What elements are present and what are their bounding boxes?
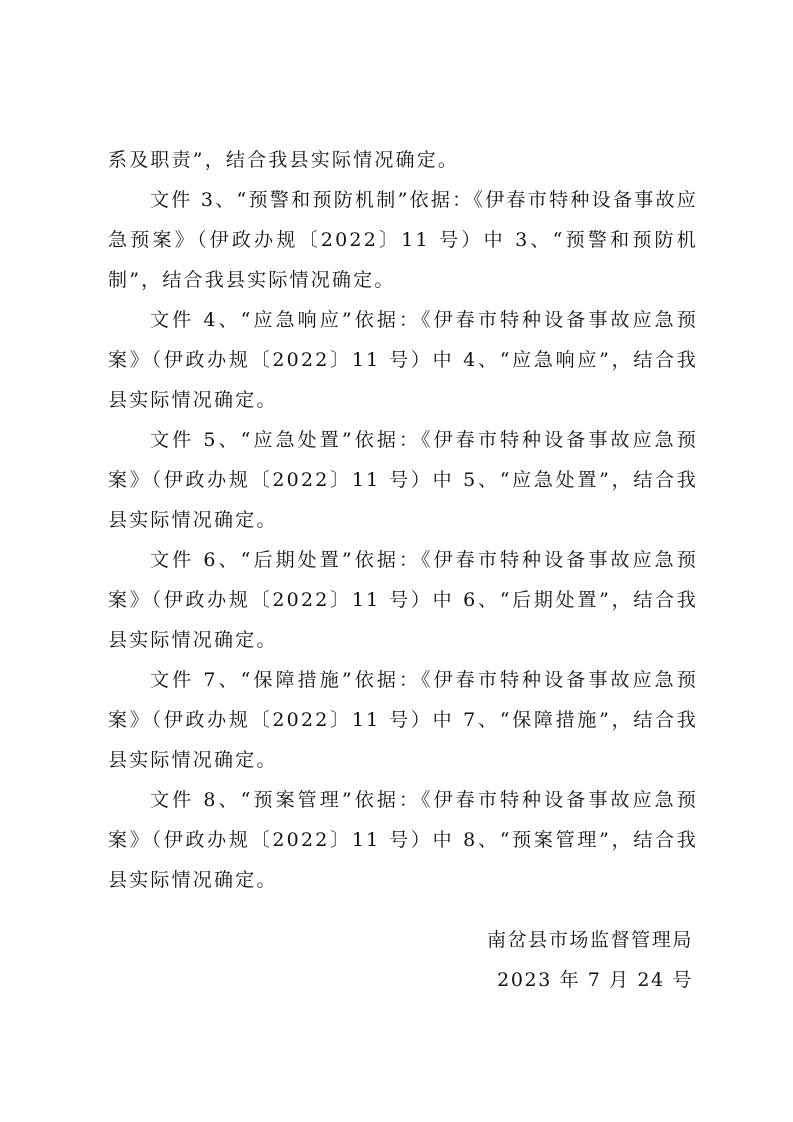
paragraph-file-5: 文件 5、“应急处置”依据：《伊春市特种设备事故应急预案》（伊政办规〔2022〕11 号）中 5、“应急处置”，结合我县实际情况确定。 bbox=[108, 429, 698, 531]
document-body bbox=[108, 140, 698, 900]
paragraph-continuation: 系及职责”，结合我县实际情况确定。 bbox=[108, 149, 460, 171]
paragraph-file-6: 文件 6、“后期处置”依据：《伊春市特种设备事故应急预案》（伊政办规〔2022〕11 号）中 6、“后期处置”，结合我县实际情况确定。 bbox=[108, 549, 698, 651]
paragraph-file-7: 文件 7、“保障措施”依据：《伊春市特种设备事故应急预案》（伊政办规〔2022〕11 号）中 7、“保障措施”，结合我县实际情况确定。 bbox=[108, 669, 698, 771]
paragraph-file-3: 文件 3、“预警和预防机制”依据：《伊春市特种设备事故应急预案》（伊政办规〔2022〕11 号）中 3、“预警和预防机制”，结合我县实际情况确定。 bbox=[108, 189, 698, 291]
issuing-organization: 南岔县市场监督管理局 bbox=[486, 929, 693, 951]
issue-date: 2023 年 7 月 24 号 bbox=[497, 969, 693, 991]
paragraph-file-8: 文件 8、“预案管理”依据：《伊春市特种设备事故应急预案》（伊政办规〔2022〕11 号）中 8、“预案管理”，结合我县实际情况确定。 bbox=[108, 789, 698, 891]
paragraph-file-4: 文件 4、“应急响应”依据：《伊春市特种设备事故应急预案》（伊政办规〔2022〕11 号）中 4、“应急响应”，结合我县实际情况确定。 bbox=[108, 309, 698, 411]
signature-block bbox=[487, 920, 693, 1000]
